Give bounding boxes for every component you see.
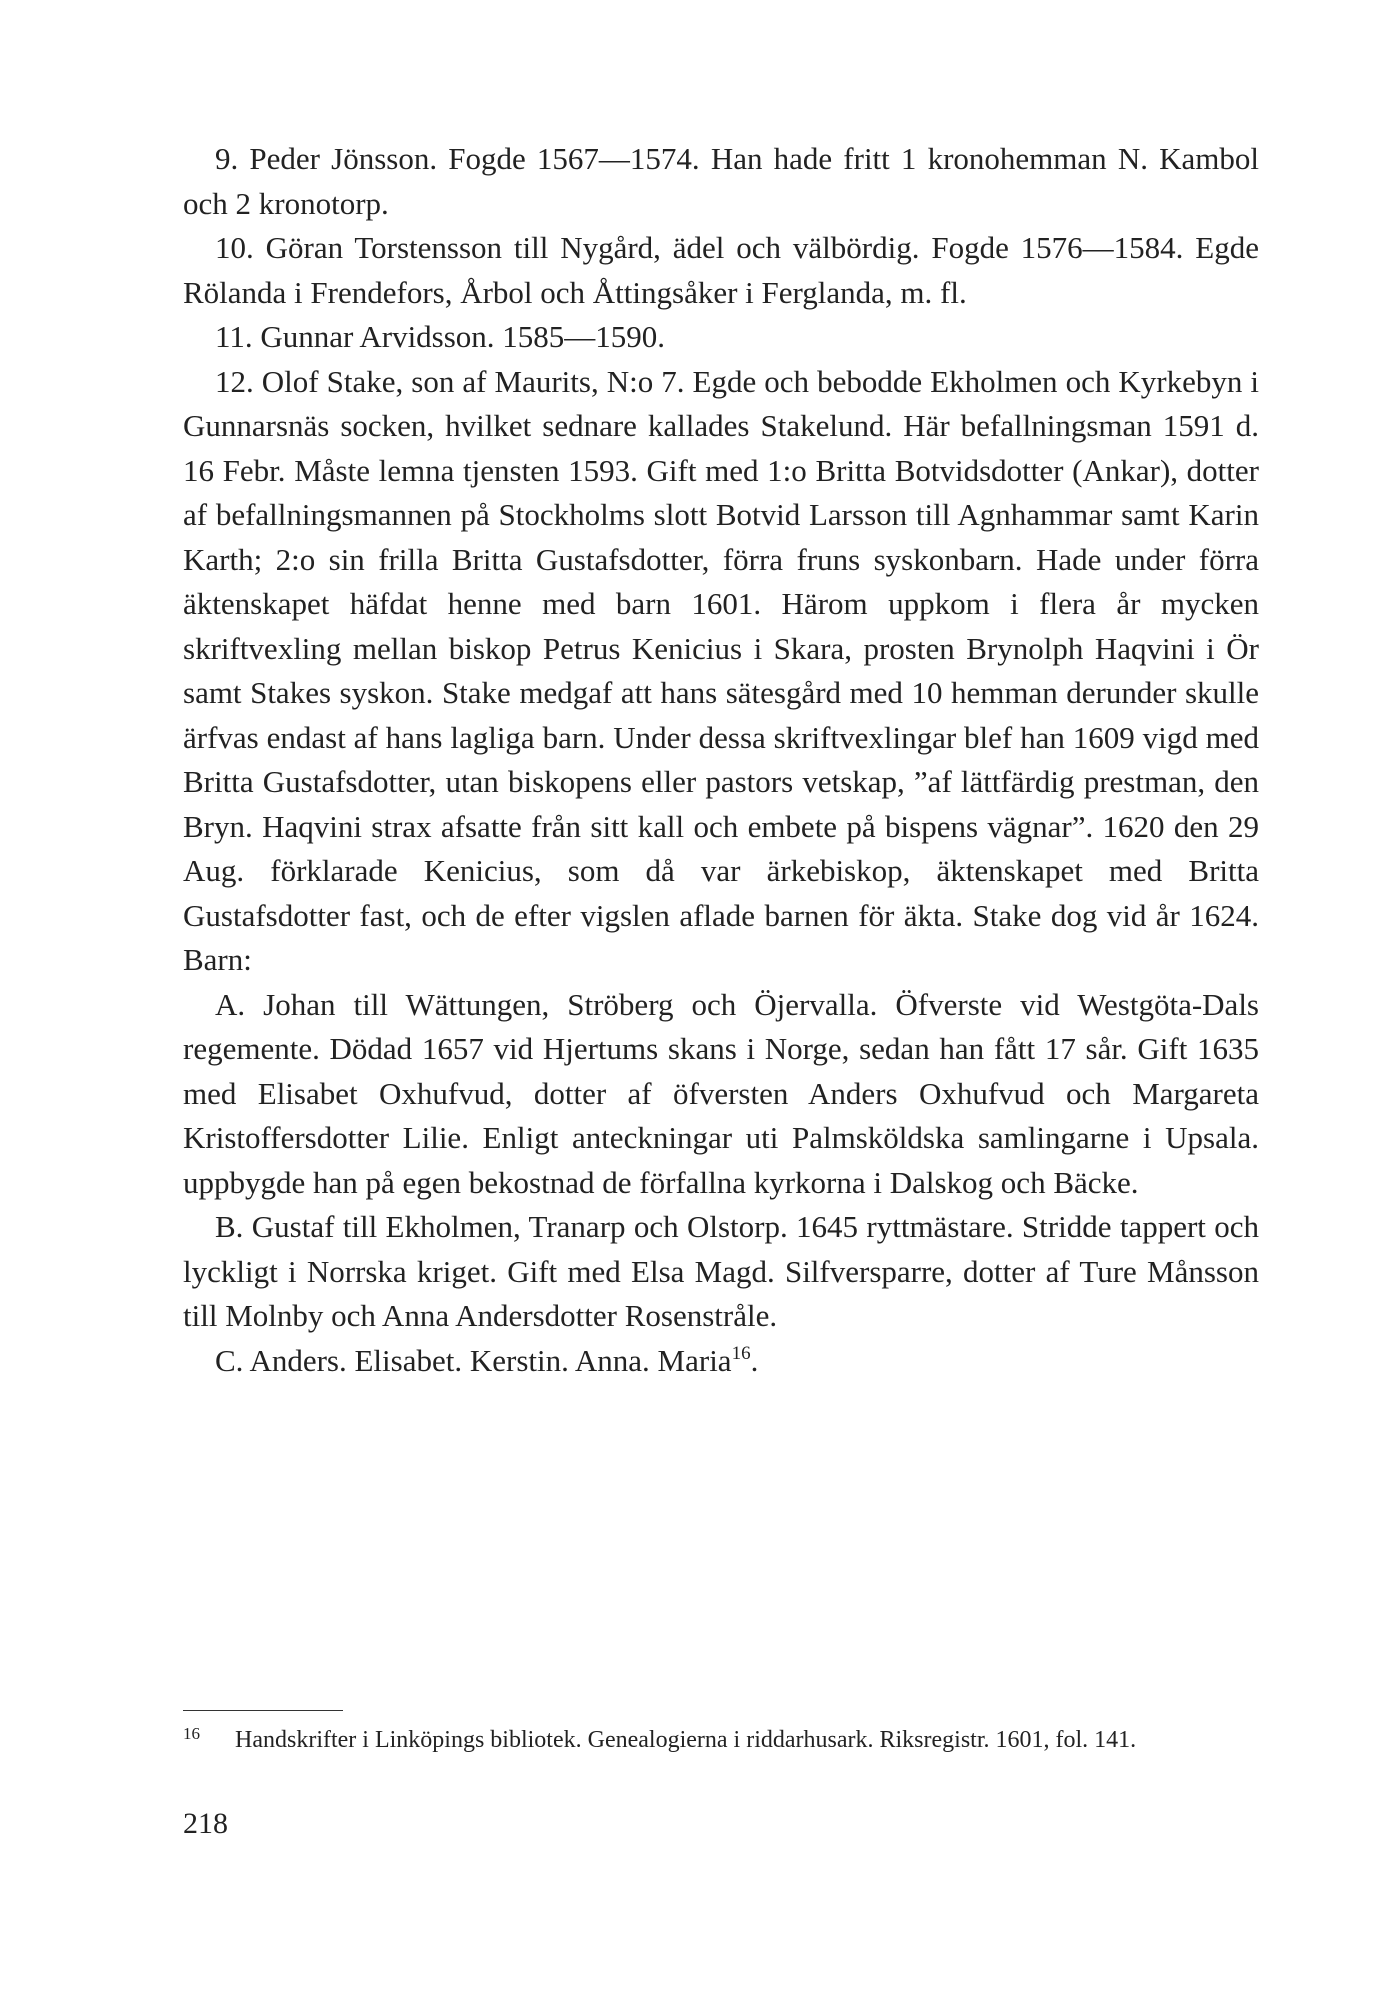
entry-9: 9. Peder Jönsson. Fogde 1567—1574. Han hade fritt 1 kronohemman N. Kambol och 2 kronotorp. <box>183 141 1259 221</box>
entry-12: 12. Olof Stake, son af Maurits, N:o 7. Egde och bebodde Ekholmen och Kyrkebyn i Gunnarsnäs socken, hvilket sednare kallades Stakelund. Här befallningsman 1591 d. 16 Febr. Måste lemna tjensten 1593. Gift med 1:o Britta Botvidsdotter (Ankar), dotter af befallningsmannen på Stockholms slott Botvid Larsson till Agnhammar samt Karin Karth; 2:o sin frilla Britta Gustafsdotter, förra fruns syskonbarn. Hade under förra äktenskapet häfdat henne med barn 1601. Härom uppkom i flera år mycken skriftvexling mellan biskop Petrus Kenicius i Skara, prosten Brynolph Haqvini i Ör samt Stakes syskon. Stake medgaf att hans sätesgård med 10 hemman derunder skulle ärfvas endast af hans lagliga barn. Under dessa skriftvexlingar blef han 1609 vigd med Britta Gustafsdotter, utan biskopens eller pastors vetskap, ”af lättfärdig prestman, den Bryn. Haqvini strax afsatte från sitt kall och embete på bispens vägnar”. 1620 den 29 Aug. förklarade Kenicius, som då var ärkebiskop, äktenskapet med Britta Gustafsdotter fast, och de efter vigslen aflade barnen för äkta. Stake dog vid år 1624. Barn: <box>183 363 1259 977</box>
entry-10: 10. Göran Torstensson till Nygård, ädel och välbördig. Fogde 1576—1584. Egde Rölanda i Frendefors, Årbol och Åttingsåker i Ferglanda, m. fl. <box>183 230 1259 310</box>
footnote <box>183 1722 1259 1758</box>
footnote-divider <box>183 1710 343 1711</box>
body-text <box>183 137 1259 1388</box>
footnote-number: 16 <box>183 1724 200 1743</box>
entry-11: 11. Gunnar Arvidsson. 1585—1590. <box>215 319 666 354</box>
child-b: B. Gustaf till Ekholmen, Tranarp och Olstorp. 1645 ryttmästare. Stridde tappert och lyckligt i Norrska kriget. Gift med Elsa Magd. Silfversparre, dotter af Ture Månsson till Molnby och Anna Andersdotter Rosenstråle. <box>183 1209 1259 1333</box>
child-c-text: C. Anders. Elisabet. Kerstin. Anna. Maria <box>215 1342 732 1378</box>
child-c-end: . <box>750 1342 759 1378</box>
footnote-text: Handskrifter i Linköpings bibliotek. Genealogierna i riddarhusark. Riksregistr. 1601, fol. 141. <box>235 1727 1137 1753</box>
page-number: 218 <box>183 1807 228 1840</box>
child-a: A. Johan till Wättungen, Ströberg och Öjervalla. Öfverste vid Westgöta-Dals regemente. Dödad 1657 vid Hjertums skans i Norge, sedan han fått 17 sår. Gift 1635 med Elisabet Oxhufvud, dotter af öfversten Anders Oxhufvud och Margareta Kristoffersdotter Lilie. Enligt anteckningar uti Palmsköldska samlingarne i Upsala. uppbygde han på egen bekostnad de förfallna kyrkorna i Dalskog och Bäcke. <box>183 986 1259 1200</box>
child-c <box>183 1339 1259 1389</box>
footnote-ref[interactable]: 16 <box>731 1342 751 1364</box>
